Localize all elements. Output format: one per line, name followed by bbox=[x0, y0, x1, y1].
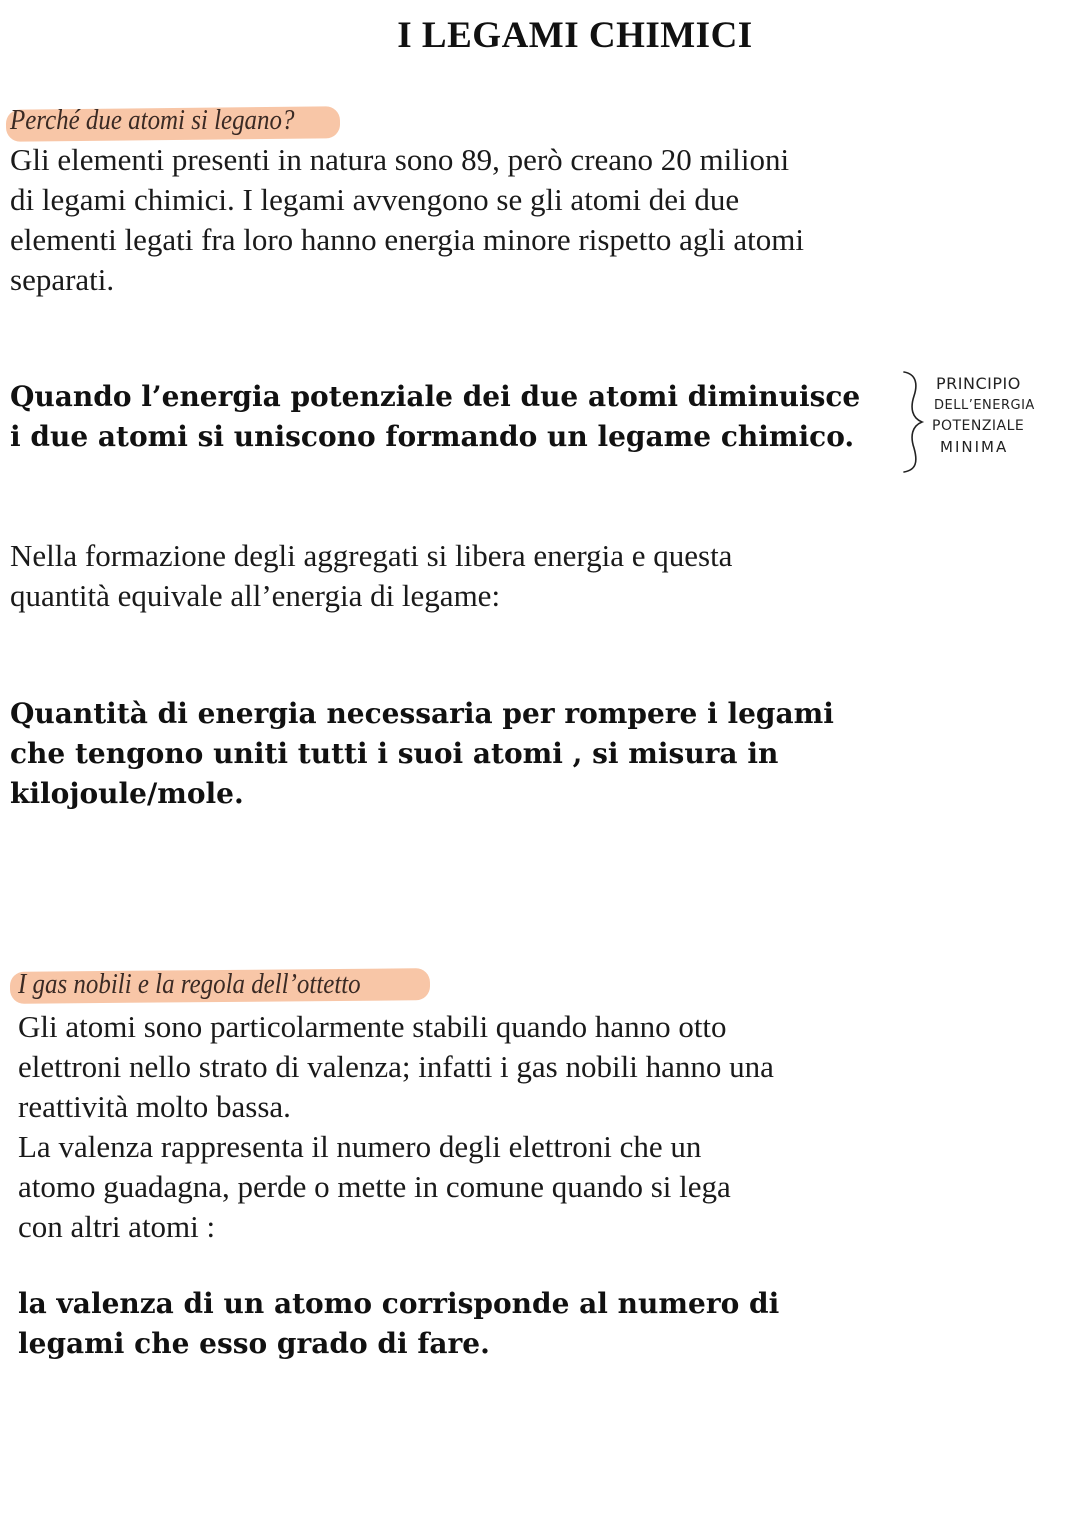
page-title: I LEGAMI CHIMICI bbox=[397, 15, 753, 56]
section-heading-why-atoms-bond: Perché due atomi si legano? bbox=[10, 104, 295, 136]
curly-brace-icon bbox=[900, 368, 936, 478]
section-heading-noble-gases: I gas nobili e la regola dell’ottetto bbox=[18, 968, 361, 1000]
octet-paragraph: Gli atomi sono particolarmente stabili quando hanno otto elettroni nello strato di valenza; infatti i gas nobili hanno una reattività molto bassa. La valenza rappresenta il numero degli elettroni che un atomo guadagna, perde o mette in comune quando si lega con altri atomi : bbox=[18, 1009, 774, 1244]
annotation-line-3: POTENZIALE bbox=[932, 418, 1025, 434]
valence-statement: la valenza di un atomo corrisponde al numero di legami che esso grado di fare. bbox=[18, 1287, 780, 1360]
annotation-line-2: DELL’ENERGIA bbox=[934, 398, 1035, 413]
bond-energy-paragraph: Nella formazione degli aggregati si libera energia e questa quantità equivale all’energia di legame: bbox=[10, 538, 733, 613]
bond-energy-definition: Quantità di energia necessaria per rompere i legami che tengono uniti tutti i suoi atomi , si misura in kilojoule/mole. bbox=[10, 697, 834, 810]
annotation-line-1: PRINCIPIO bbox=[936, 374, 1021, 393]
energy-statement: Quando l’energia potenziale dei due atomi diminuisce i due atomi si uniscono formando un legame chimico. bbox=[10, 380, 861, 453]
annotation-line-4: MINIMA bbox=[940, 438, 1009, 456]
intro-paragraph: Gli elementi presenti in natura sono 89, però creano 20 milioni di legami chimici. I legami avvengono se gli atomi dei due elementi legati fra loro hanno energia minore rispetto agli atomi separati. bbox=[10, 142, 804, 297]
handwritten-annotation bbox=[900, 368, 1070, 478]
